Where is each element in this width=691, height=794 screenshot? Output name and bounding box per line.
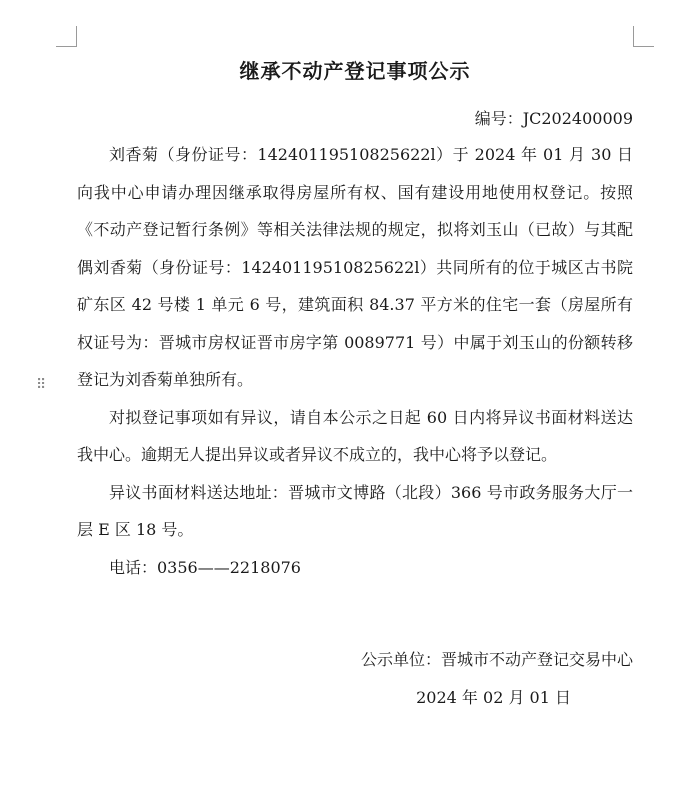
publish-date: 2024 年 02 月 01 日 xyxy=(416,688,571,707)
page-corner-mark-top-right xyxy=(633,26,654,47)
body-paragraph-2: 对拟登记事项如有异议，请自本公示之日起 60 日内将异议书面材料送达我中心。逾期无人提出异议或者异议不成立的，我中心将予以登记。 xyxy=(77,407,633,464)
document-page xyxy=(77,56,633,717)
body-paragraph-3: 异议书面材料送达地址：晋城市文博路（北段）366 号市政务服务大厅一层 E 区 18 号。 xyxy=(77,482,633,539)
publisher-signature: 公示单位：晋城市不动产登记交易中心 xyxy=(360,650,633,669)
drag-handle-icon[interactable]: ⠿ xyxy=(36,377,47,393)
page-corner-mark-top-left xyxy=(56,26,77,47)
body-paragraph-1: 刘香菊（身份证号：14240119510825622l）于 2024 年 01 月 30 日向我中心申请办理因继承取得房屋所有权、国有建设用地使用权登记。按照《不动产登记暂行条例》等相关法律法规的规定，拟将刘玉山（已故）与其配偶刘香菊（身份证号：14240119510825622l）共同所有的位于城区古书院矿东区 42 号楼 1 单元 6 号，建筑面积 84.37 平方米的住宅一套（房屋所有权证号为：晋城市房权证晋市房字第 0089771 号）中属于刘玉山的份额转移登记为刘香菊单独所有。 xyxy=(77,145,633,389)
contact-phone: 电话：0356——2218076 xyxy=(109,557,301,577)
document-title: 继承不动产登记事项公示 xyxy=(239,59,471,83)
document-number: 编号：JC202400009 xyxy=(474,109,633,128)
